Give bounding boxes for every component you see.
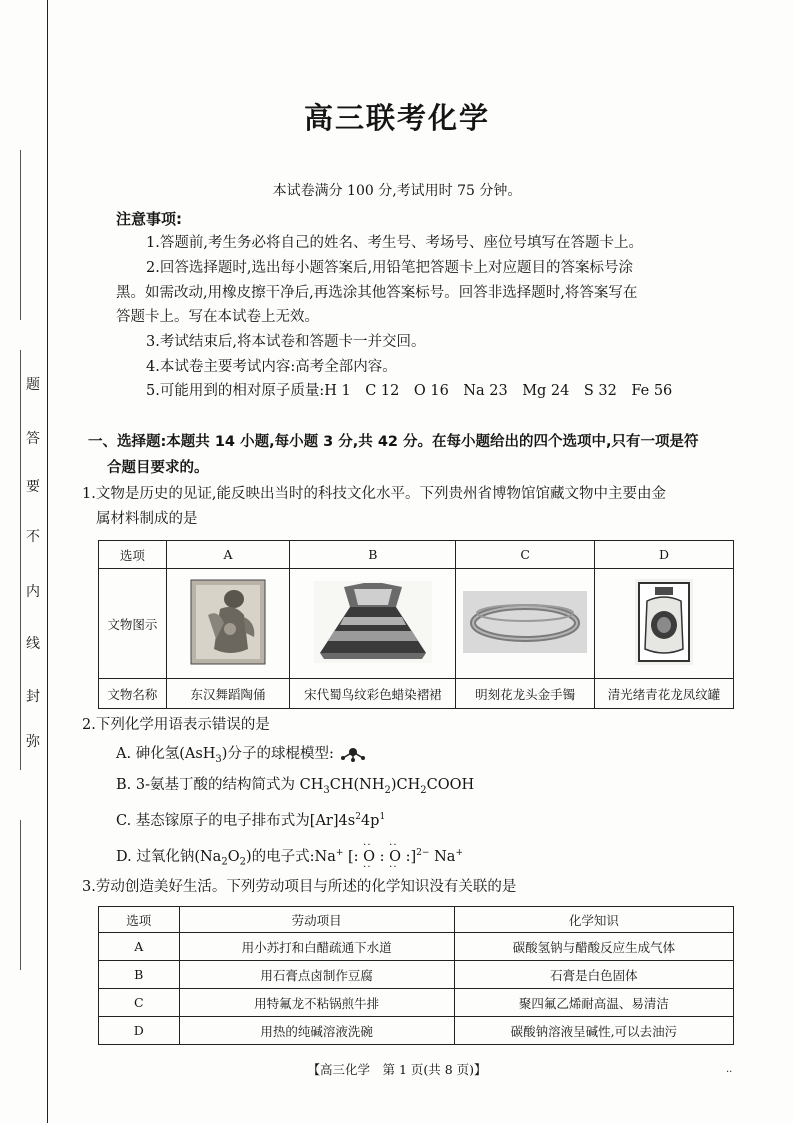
artifact-image-c bbox=[456, 569, 595, 679]
ball-and-stick-model-icon bbox=[338, 746, 368, 762]
notice-item: 5.可能用到的相对原子质量:H 1 C 12 O 16 Na 23 Mg 24 S 32 Fe 56 bbox=[146, 383, 673, 399]
corner-mark: .. bbox=[726, 1064, 733, 1075]
seal-char: 不 bbox=[26, 529, 40, 545]
table-header-cell: C bbox=[456, 541, 595, 569]
table-row bbox=[99, 933, 734, 961]
subscript: 2 bbox=[384, 784, 391, 796]
artifact-name: 清光绪青花龙凤纹罐 bbox=[594, 679, 733, 709]
table-cell: A bbox=[99, 933, 180, 961]
formula-part: CH(NH bbox=[329, 777, 385, 793]
row-label: 文物图示 bbox=[99, 569, 167, 679]
superscript: 1 bbox=[379, 812, 386, 822]
option-a bbox=[116, 743, 368, 771]
table-cell: 用石膏点卤制作豆腐 bbox=[179, 961, 454, 989]
subscript: 3 bbox=[215, 753, 222, 765]
question-1-stem: 1.文物是历史的见证,能反映出当时的科技文化水平。下列贵州省博物馆馆藏文物中主要由金 bbox=[82, 486, 666, 502]
notice-item: 1.答题前,考生务必将自己的姓名、考生号、考场号、座位号填写在答题卡上。 bbox=[146, 235, 643, 251]
electron-dots: ·· bbox=[363, 839, 372, 851]
option-text: )的电子式:Na bbox=[245, 848, 336, 865]
electron-dots: ·· bbox=[389, 839, 398, 851]
question-2-stem: 2.下列化学用语表示错误的是 bbox=[82, 717, 270, 733]
electron-formula-part: [: bbox=[348, 848, 359, 865]
electron-formula-part: : bbox=[379, 848, 385, 865]
table-header-cell: 选项 bbox=[99, 907, 180, 933]
table-header-cell: B bbox=[290, 541, 456, 569]
artifact-name: 明刻花龙头金手镯 bbox=[456, 679, 595, 709]
electron-formula-part: :] bbox=[405, 848, 417, 865]
seal-char: 答 bbox=[26, 431, 40, 447]
page-title: 高三联考化学 bbox=[303, 101, 490, 135]
binding-line-segment bbox=[20, 820, 21, 970]
table-header-cell: D bbox=[594, 541, 733, 569]
subscript: 2 bbox=[239, 856, 246, 868]
table-cell: 碳酸钠溶液呈碱性,可以去油污 bbox=[454, 1017, 733, 1045]
atom-symbol: O bbox=[363, 848, 376, 865]
subscript: 2 bbox=[420, 784, 427, 796]
porcelain-jar-image bbox=[635, 579, 693, 665]
table-cell: 聚四氟乙烯耐高温、易清洁 bbox=[454, 989, 733, 1017]
seal-char: 内 bbox=[26, 584, 40, 600]
binding-line-segment bbox=[20, 350, 21, 770]
formula-part: )CH bbox=[390, 777, 421, 793]
option-text: A. 砷化氢(AsH bbox=[116, 746, 216, 762]
seal-char: 要 bbox=[26, 479, 40, 495]
superscript: + bbox=[455, 848, 463, 858]
subscript: 2 bbox=[221, 856, 228, 868]
table-row bbox=[99, 1017, 734, 1045]
notice-item: 2.回答选择题时,选出每小题答案后,用铅笔把答题卡上对应题目的答案标号涂 bbox=[146, 260, 634, 276]
superscript: 2 bbox=[355, 812, 361, 822]
artifact-table bbox=[98, 540, 734, 709]
artifact-image-b bbox=[290, 569, 456, 679]
table-row bbox=[99, 961, 734, 989]
superscript: 2− bbox=[416, 848, 430, 858]
table-header-cell: 选项 bbox=[99, 541, 167, 569]
table-cell: C bbox=[99, 989, 180, 1017]
option-text: )分子的球棍模型: bbox=[221, 746, 334, 762]
option-c bbox=[116, 806, 385, 833]
table-cell: B bbox=[99, 961, 180, 989]
electron-dot-oxygen bbox=[389, 839, 402, 873]
notice-item: 黑。如需改动,用橡皮擦干净后,再选涂其他答案标号。回答非选择题时,将答案写在 bbox=[116, 285, 638, 301]
binding-margin-line bbox=[47, 0, 48, 1123]
subscript: 3 bbox=[323, 784, 330, 796]
seal-char: 线 bbox=[26, 636, 40, 652]
artifact-image-a bbox=[166, 569, 290, 679]
notice-heading: 注意事项: bbox=[116, 210, 182, 228]
table-cell: D bbox=[99, 1017, 180, 1045]
table-cell: 用小苏打和白醋疏通下水道 bbox=[179, 933, 454, 961]
artifact-image-d bbox=[594, 569, 733, 679]
option-text: D. 过氧化钠(Na bbox=[116, 848, 222, 865]
table-header-cell: 劳动项目 bbox=[179, 907, 454, 933]
batik-skirt-image bbox=[314, 581, 432, 663]
table-header-cell: 化学知识 bbox=[454, 907, 733, 933]
section-heading: 一、选择题:本题共 14 小题,每小题 3 分,共 42 分。在每小题给出的四个选项中,只有一项是符 bbox=[88, 434, 699, 450]
formula-part: Na bbox=[434, 848, 456, 865]
seal-char: 封 bbox=[26, 689, 40, 705]
formula-part: O bbox=[227, 848, 240, 865]
seal-char: 弥 bbox=[26, 734, 40, 750]
formula-part: 4p bbox=[360, 812, 380, 829]
option-b bbox=[116, 774, 474, 802]
seal-char: 题 bbox=[26, 377, 40, 393]
notice-item: 3.考试结束后,将本试卷和答题卡一并交回。 bbox=[146, 334, 426, 350]
table-header-cell: A bbox=[166, 541, 290, 569]
binding-line-segment bbox=[20, 150, 21, 320]
table-cell: 石膏是白色固体 bbox=[454, 961, 733, 989]
question-3-stem: 3.劳动创造美好生活。下列劳动项目与所述的化学知识没有关联的是 bbox=[82, 879, 517, 895]
pottery-figurine-image bbox=[190, 579, 266, 665]
table-cell: 用热的纯碱溶液洗碗 bbox=[179, 1017, 454, 1045]
option-d bbox=[116, 839, 463, 874]
option-text: B. 3-氨基丁酸的结构简式为 CH bbox=[116, 777, 324, 793]
labor-knowledge-table bbox=[98, 906, 734, 1045]
artifact-name: 东汉舞蹈陶俑 bbox=[166, 679, 290, 709]
exam-subtitle: 本试卷满分 100 分,考试用时 75 分钟。 bbox=[272, 183, 522, 199]
gold-bracelet-image bbox=[463, 591, 587, 653]
electron-dots: ·· bbox=[363, 861, 372, 873]
table-cell: 用特氟龙不粘锅煎牛排 bbox=[179, 989, 454, 1017]
artifact-name: 宋代蜀鸟纹彩色蜡染褶裙 bbox=[290, 679, 456, 709]
formula-part: COOH bbox=[426, 777, 475, 793]
table-row bbox=[99, 989, 734, 1017]
electron-dot-oxygen bbox=[363, 839, 376, 873]
notice-item: 答题卡上。写在本试卷上无效。 bbox=[116, 309, 319, 325]
electron-dots: ·· bbox=[389, 861, 398, 873]
notice-item: 4.本试卷主要考试内容:高考全部内容。 bbox=[146, 359, 397, 375]
row-label: 文物名称 bbox=[99, 679, 167, 709]
option-text: C. 基态镓原子的电子排布式为[Ar]4s bbox=[116, 812, 356, 829]
superscript: + bbox=[335, 848, 344, 858]
section-heading: 合题目要求的。 bbox=[107, 460, 209, 476]
question-1-stem: 属材料制成的是 bbox=[96, 511, 198, 527]
page-footer: 【高三化学 第 1 页(共 8 页)】 bbox=[307, 1062, 487, 1077]
atom-symbol: O bbox=[389, 848, 402, 865]
table-cell: 碳酸氢钠与醋酸反应生成气体 bbox=[454, 933, 733, 961]
